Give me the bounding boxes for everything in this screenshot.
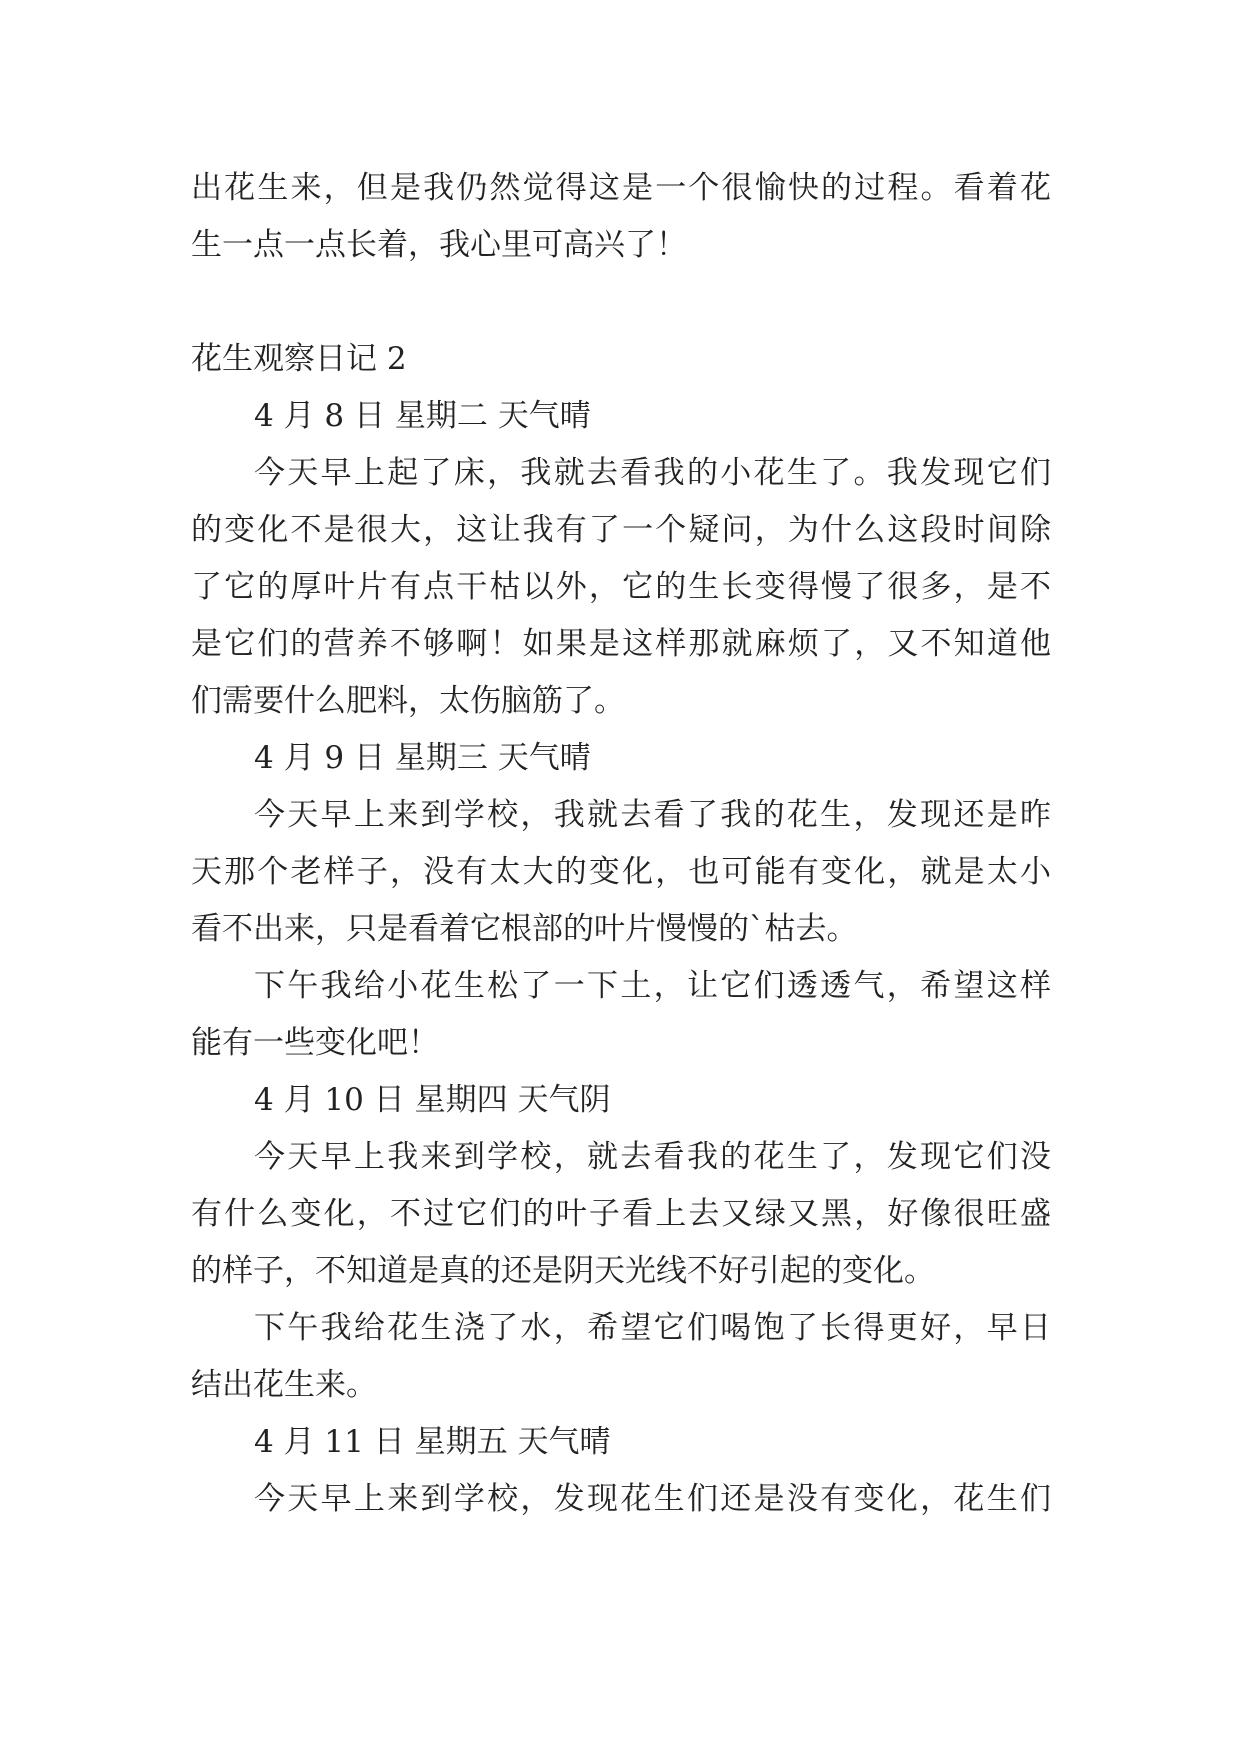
body-line: 结出花生来。 <box>191 1367 377 1403</box>
body-line: 的变化不是很大，这让我有了一个疑问，为什么这段时间除 <box>191 512 1051 548</box>
body-line: 有什么变化，不过它们的叶子看上去又绿又黑，好像很旺盛 <box>191 1196 1051 1232</box>
body-line: 出花生来，但是我仍然觉得这是一个很愉快的过程。看着花 <box>191 170 1051 206</box>
section-title: 花生观察日记 2 <box>191 341 407 377</box>
body-line: 今天早上起了床，我就去看我的小花生了。我发现它们 <box>254 455 1051 491</box>
body-line: 下午我给花生浇了水，希望它们喝饱了长得更好，早日 <box>254 1310 1051 1346</box>
body-line: 能有一些变化吧！ <box>191 1025 439 1061</box>
body-line: 今天早上来到学校，发现花生们还是没有变化，花生们 <box>254 1481 1051 1517</box>
date-line: 4 月 11 日 星期五 天气晴 <box>254 1424 611 1460</box>
body-line: 们需要什么肥料，太伤脑筋了。 <box>191 683 625 719</box>
body-line: 今天早上我来到学校，就去看我的花生了，发现它们没 <box>254 1139 1051 1175</box>
date-line: 4 月 9 日 星期三 天气晴 <box>254 740 591 776</box>
body-line: 看不出来，只是看着它根部的叶片慢慢的`枯去。 <box>191 911 858 947</box>
date-line: 4 月 8 日 星期二 天气晴 <box>254 398 591 434</box>
date-line: 4 月 10 日 星期四 天气阴 <box>254 1082 611 1118</box>
body-line: 今天早上来到学校，我就去看了我的花生，发现还是昨 <box>254 797 1051 833</box>
body-line: 下午我给小花生松了一下土，让它们透透气，希望这样 <box>254 968 1051 1004</box>
body-line: 是它们的营养不够啊！如果是这样那就麻烦了，又不知道他 <box>191 626 1051 662</box>
body-line: 天那个老样子，没有太大的变化，也可能有变化，就是太小 <box>191 854 1051 890</box>
body-line: 了它的厚叶片有点干枯以外，它的生长变得慢了很多，是不 <box>191 569 1051 605</box>
body-line: 的样子，不知道是真的还是阴天光线不好引起的变化。 <box>191 1253 935 1289</box>
body-line: 生一点一点长着，我心里可高兴了！ <box>191 227 687 263</box>
